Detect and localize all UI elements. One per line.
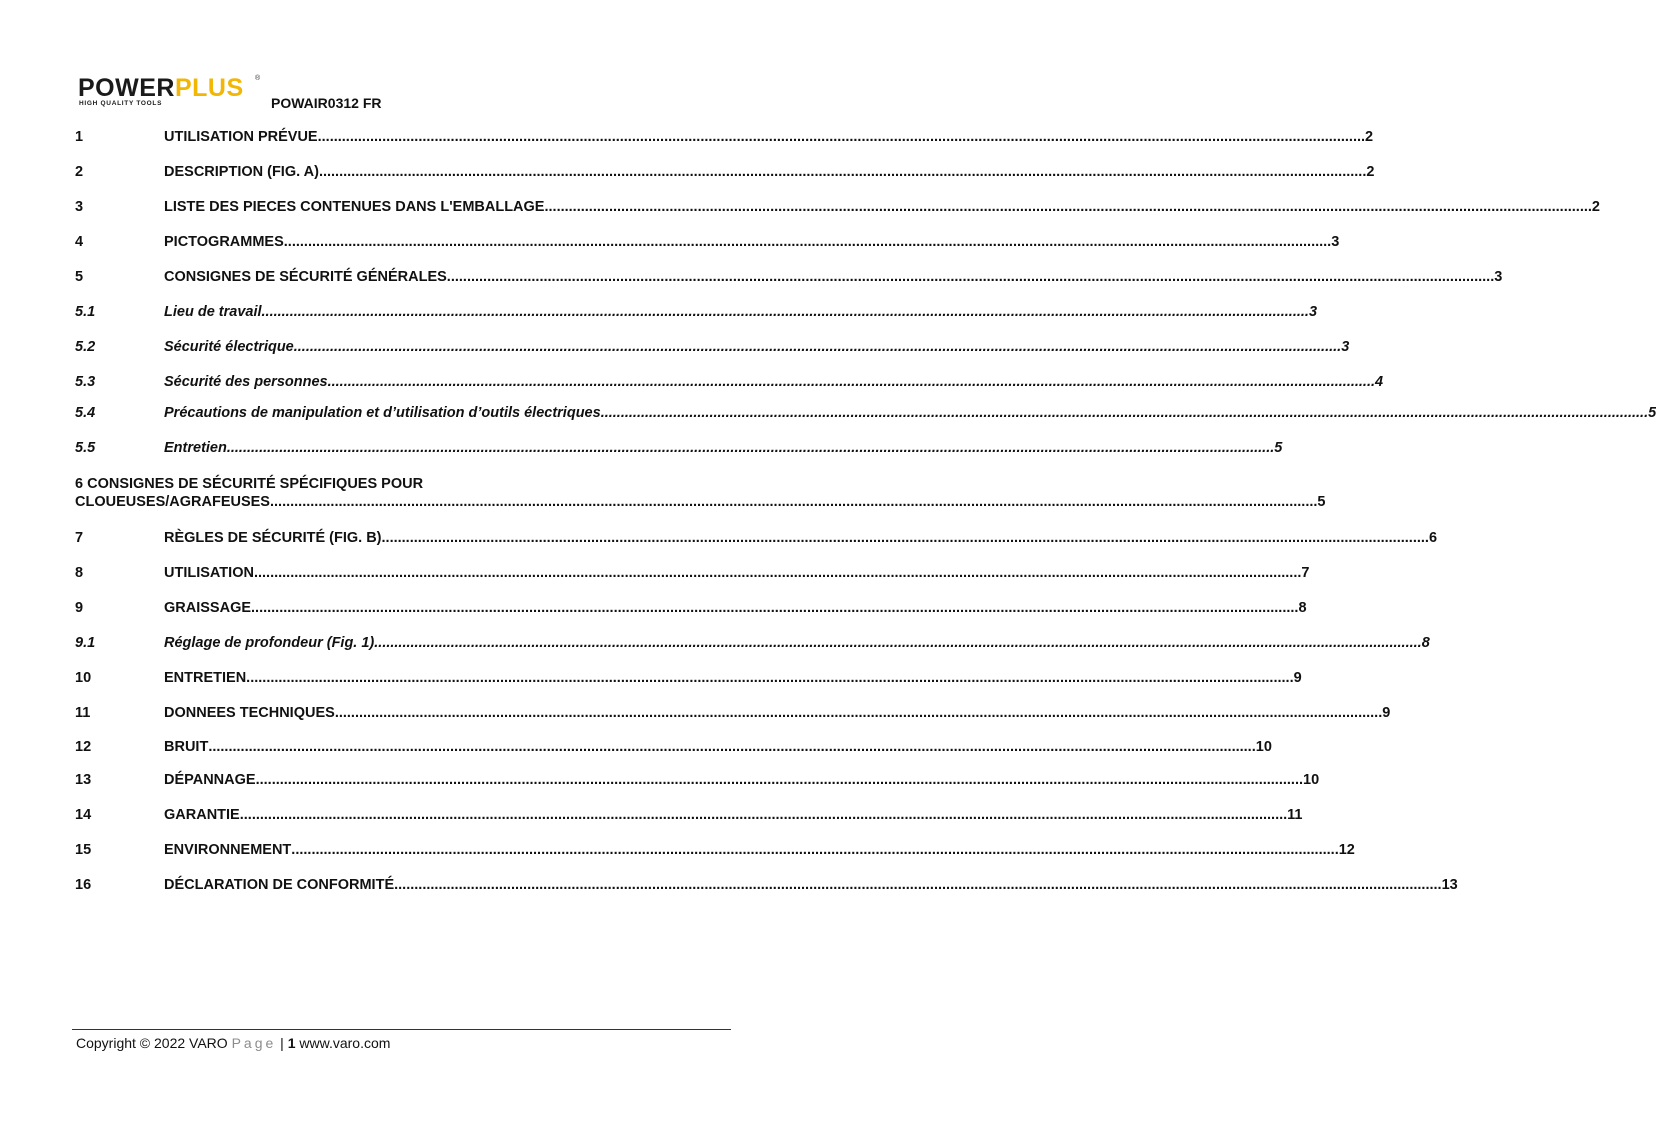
toc-entry[interactable]: 15 ENVIRONNEMENT .................................................................................................................................................................................................................................................................... 12 — [75, 842, 1355, 858]
toc-number: 15 — [75, 842, 92, 858]
toc-number: 11 — [75, 705, 91, 721]
toc-number: 5.2 — [75, 339, 96, 355]
footer-copyright: Copyright © 2022 VARO — [76, 1035, 232, 1051]
toc-entry[interactable]: 11 DONNEES TECHNIQUES .................................................................................................................................................................................................................................................................... 9 — [75, 705, 1391, 721]
toc-title-line1: 6 CONSIGNES DE SÉCURITÉ SPÉCIFIQUES POUR — [75, 476, 424, 492]
toc-page: 9 — [1293, 670, 1302, 686]
toc-page: 2 — [1365, 129, 1374, 145]
footer-page-number: 1 — [287, 1035, 296, 1051]
toc-number: 9.1 — [75, 635, 96, 651]
footer-separator: | — [276, 1035, 288, 1051]
toc-title: UTILISATION PRÉVUE — [164, 129, 318, 145]
toc-page: 8 — [1421, 635, 1430, 651]
toc-page: 3 — [1341, 339, 1350, 355]
toc-number: 8 — [75, 565, 84, 581]
toc-number: 3 — [75, 199, 84, 215]
toc-title: ENVIRONNEMENT — [164, 842, 292, 858]
toc-title: DONNEES TECHNIQUES — [164, 705, 335, 721]
toc-number: 4 — [75, 234, 84, 250]
toc-number: 5.4 — [75, 405, 96, 421]
toc-title: BRUIT — [164, 739, 209, 755]
toc-title: DÉCLARATION DE CONFORMITÉ — [164, 877, 395, 893]
toc-page: 2 — [1366, 164, 1375, 180]
toc-number: 5.3 — [75, 374, 96, 390]
toc-entry[interactable]: 2 DESCRIPTION (FIG. A) .................................................................................................................................................................................................................................................................... 2 — [75, 164, 1375, 180]
toc-title: Entretien — [164, 440, 227, 456]
logo-plus-text: PLUS — [174, 74, 244, 102]
toc-number: 9 — [75, 600, 84, 616]
toc-number: 5.1 — [75, 304, 96, 320]
toc-entry[interactable]: 9.1 Réglage de profondeur (Fig. 1) .................................................................................................................................................................................................................................................................... 8 — [75, 635, 1430, 651]
toc-entry[interactable]: 12 BRUIT .................................................................................................................................................................................................................................................................... 10 — [75, 739, 1272, 755]
toc-entry[interactable]: 5.4 Précautions de manipulation et d’utilisation d’outils électriques .................................................................................................................................................................................................................................................................... 5 — [75, 405, 1656, 421]
toc-entry[interactable]: 14 GARANTIE .................................................................................................................................................................................................................................................................... 11 — [75, 807, 1303, 823]
toc-entry[interactable]: 10 ENTRETIEN .................................................................................................................................................................................................................................................................... 9 — [75, 670, 1302, 686]
toc-title: Précautions de manipulation et d’utilisation d’outils électriques — [164, 405, 601, 421]
footer — [76, 1035, 390, 1051]
toc-title: RÈGLES DE SÉCURITÉ (FIG. B) — [164, 530, 382, 546]
toc-entry[interactable]: 16 DÉCLARATION DE CONFORMITÉ .................................................................................................................................................................................................................................................................... 13 — [75, 877, 1458, 893]
toc-entry[interactable]: 13 DÉPANNAGE .................................................................................................................................................................................................................................................................... 10 — [75, 772, 1320, 788]
toc-number: 10 — [75, 670, 92, 686]
logo-tagline: HIGH QUALITY TOOLS — [79, 100, 163, 107]
toc-page: 8 — [1298, 600, 1307, 616]
toc-number: 12 — [75, 739, 92, 755]
toc-title: DESCRIPTION (FIG. A) — [164, 164, 319, 180]
toc-number: 13 — [75, 772, 92, 788]
toc-page: 5 — [1648, 405, 1656, 421]
toc-page: 10 — [1303, 772, 1320, 788]
footer-website-link[interactable]: www.varo.com — [295, 1035, 391, 1051]
toc-page: 12 — [1338, 842, 1355, 858]
toc-entry[interactable]: 1 UTILISATION PRÉVUE .................................................................................................................................................................................................................................................................... 2 — [75, 129, 1374, 145]
toc-page: 10 — [1255, 739, 1272, 755]
toc-entry[interactable]: 5.1 Lieu de travail .................................................................................................................................................................................................................................................................... 3 — [75, 304, 1318, 320]
toc-page: 9 — [1382, 705, 1391, 721]
toc-number: 5.5 — [75, 440, 96, 456]
model-code: POWAIR0312 FR — [271, 95, 382, 111]
toc-title: DÉPANNAGE — [164, 772, 256, 788]
toc-page: 3 — [1494, 269, 1503, 285]
toc-page: 2 — [1591, 199, 1600, 215]
toc-number: 7 — [75, 530, 84, 546]
toc-entry[interactable]: 5.3 Sécurité des personnes .................................................................................................................................................................................................................................................................... 4 — [75, 374, 1384, 390]
toc-entry[interactable]: 5.2 Sécurité électrique .................................................................................................................................................................................................................................................................... 3 — [75, 339, 1350, 355]
toc-number: 5 — [75, 269, 84, 285]
logo-registered-mark: ® — [255, 75, 261, 82]
toc-page: 5 — [1317, 494, 1326, 510]
footer-page-label: Page — [231, 1035, 277, 1051]
toc-title: UTILISATION — [164, 565, 254, 581]
toc-page: 5 — [1274, 440, 1283, 456]
toc-entry[interactable]: 9 GRAISSAGE .................................................................................................................................................................................................................................................................... 8 — [75, 600, 1307, 616]
toc-title: PICTOGRAMMES — [164, 234, 284, 250]
toc-entry[interactable]: 4 PICTOGRAMMES .................................................................................................................................................................................................................................................................... 3 — [75, 234, 1340, 250]
toc-title: Réglage de profondeur (Fig. 1) — [164, 635, 375, 651]
toc-title: GARANTIE — [164, 807, 240, 823]
toc-entry[interactable]: 5.5 Entretien .................................................................................................................................................................................................................................................................... 5 — [75, 440, 1283, 456]
toc-title-line2: CLOUEUSES/AGRAFEUSES — [75, 494, 270, 510]
toc-title: Lieu de travail — [164, 304, 262, 320]
toc-entry[interactable]: 5 CONSIGNES DE SÉCURITÉ GÉNÉRALES .................................................................................................................................................................................................................................................................... 3 — [75, 269, 1503, 285]
toc-page: 11 — [1287, 807, 1303, 823]
toc-page: 3 — [1308, 304, 1318, 320]
toc-entry-section-6[interactable]: 6 CONSIGNES DE SÉCURITÉ SPÉCIFIQUES POUR CLOUEUSES/AGRAFEUSES .................................................................................................................................................................................................................................................................... 5 — [75, 476, 1326, 510]
logo-power-text: POWER — [78, 74, 175, 102]
toc-entry[interactable]: 7 RÈGLES DE SÉCURITÉ (FIG. B) .................................................................................................................................................................................................................................................................... 6 — [75, 530, 1438, 546]
toc-entry[interactable]: 3 LISTE DES PIECES CONTENUES DANS L'EMBALLAGE .................................................................................................................................................................................................................................................................... 2 — [75, 199, 1600, 215]
toc-title: Sécurité électrique — [164, 339, 294, 355]
toc-title: Sécurité des personnes — [164, 374, 328, 390]
toc-number: 16 — [75, 877, 92, 893]
toc-page: 13 — [1441, 877, 1458, 893]
toc-entry[interactable]: 8 UTILISATION .................................................................................................................................................................................................................................................................... 7 — [75, 565, 1310, 581]
toc-title: ENTRETIEN — [164, 670, 247, 686]
toc-page: 4 — [1375, 374, 1384, 390]
toc-page: 7 — [1301, 565, 1310, 581]
toc-number: 14 — [75, 807, 92, 823]
powerplus-logo — [78, 76, 260, 110]
toc-number: 2 — [75, 164, 84, 180]
toc-number: 1 — [75, 129, 84, 145]
toc-title: CONSIGNES DE SÉCURITÉ GÉNÉRALES — [164, 269, 447, 285]
toc-title: LISTE DES PIECES CONTENUES DANS L'EMBALLAGE — [164, 199, 545, 215]
toc-page: 3 — [1331, 234, 1340, 250]
footer-divider — [72, 1029, 731, 1030]
toc-page: 6 — [1428, 530, 1438, 546]
toc-title: GRAISSAGE — [164, 600, 252, 616]
